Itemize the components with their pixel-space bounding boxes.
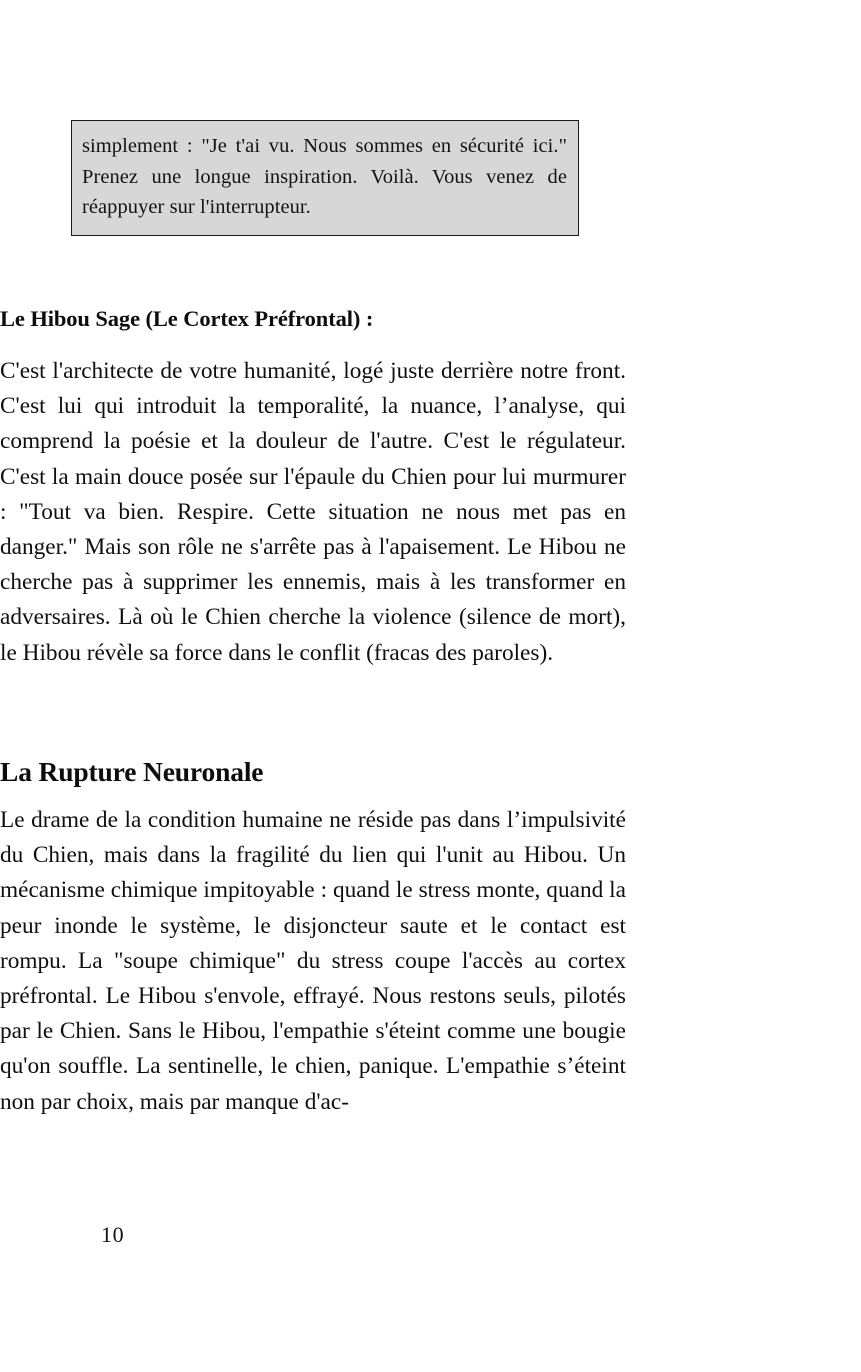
paragraph-le-hibou-sage: C'est l'architecte de votre humanité, logé juste derrière notre front. C'est lui qui introduit la temporalité, la nuance, l’analyse, qui comprend la poésie et la douleur de l'autre. C'est le régulateur. C'est la main douce posée sur l'épaule du Chien pour lui murmurer : "Tout va bien. Respire. Cette situation ne nous met pas en danger." Mais son rôle ne s'arrête pas à l'apaisement. Le Hibou ne cherche pas à supprimer les ennemis, mais à les transformer en adversaires. Là où le Chien cherche la violence (silence de mort), le Hibou révèle sa force dans le conflit (fracas des paroles).: [0, 358, 626, 666]
paragraph-la-rupture-neuronale: Le drame de la condition humaine ne réside pas dans l’impulsivité du Chien, mais dans la fragilité du lien qui l'unit au Hibou. Un mécanisme chimique impitoyable : quand le stress monte, quand la peur inonde le système, le disjoncteur saute et le contact est rompu. La "soupe chimique" du stress coupe l'accès au cortex préfrontal. Le Hibou s'envole, effrayé. Nous restons seuls, pilotés par le Chien. Sans le Hibou, l'empathie s'éteint comme une bougie qu'on souffle. La sentinelle, le chien, panique. L'empathie s’éteint non par choix, mais par manque d'ac-: [0, 807, 626, 1115]
callout-box: [71, 120, 579, 236]
section-heading-la-rupture-neuronale: La Rupture Neuronale: [0, 756, 264, 787]
page-number: 10: [101, 1222, 125, 1247]
subheading-le-hibou-sage: Le Hibou Sage (Le Cortex Préfrontal) :: [0, 306, 374, 331]
callout-text: simplement : "Je t'ai vu. Nous sommes en sécurité ici." Prenez une longue inspiration. Voilà. Vous venez de réappuyer sur l'interrupteur.: [82, 135, 567, 218]
